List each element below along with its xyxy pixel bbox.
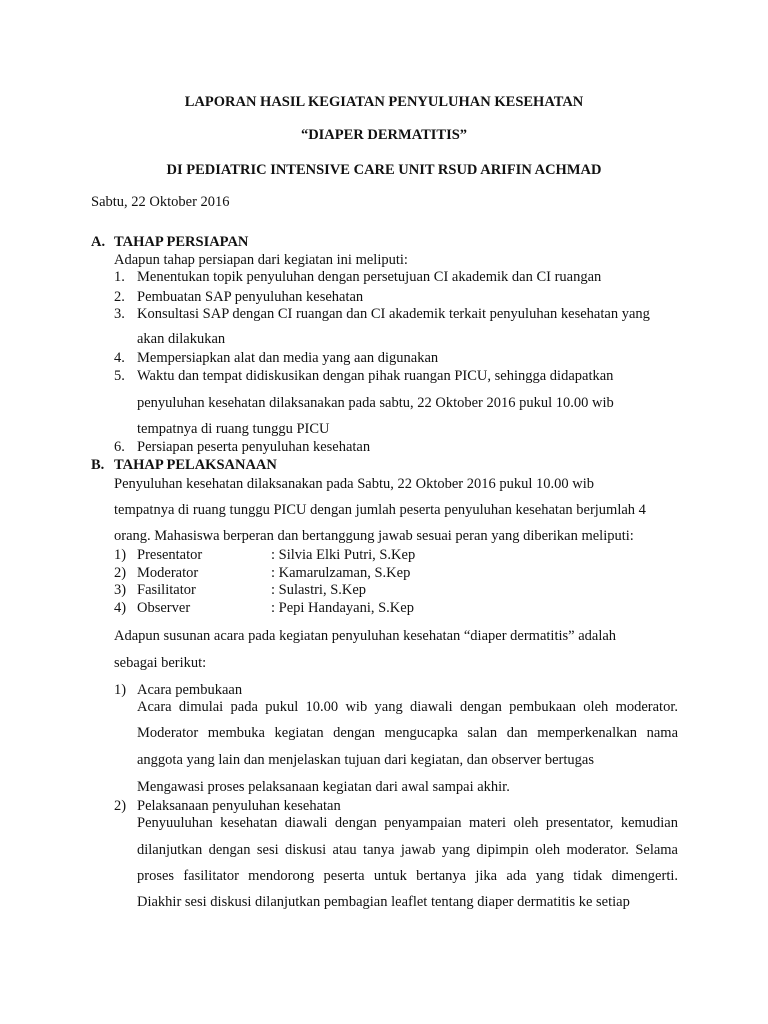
role-label: Presentator <box>137 547 203 563</box>
role-number: 1) <box>114 547 127 563</box>
role-number: 3) <box>114 582 127 598</box>
role-name: : Sulastri, S.Kep <box>271 582 367 598</box>
list-number: 5. <box>114 368 125 384</box>
section-b-heading: TAHAP PELAKSANAAN <box>114 457 277 473</box>
role-name: : Pepi Handayani, S.Kep <box>271 600 414 616</box>
role-name: : Kamarulzaman, S.Kep <box>271 565 411 581</box>
section-b-intro: tempatnya di ruang tunggu PICU dengan jumlah peserta penyuluhan kesehatan berjumlah 4 <box>114 502 646 518</box>
section-a-marker: A. <box>91 234 106 250</box>
role-label: Moderator <box>137 565 199 581</box>
list-item: Mempersiapkan alat dan media yang aan digunakan <box>137 350 439 366</box>
report-title: LAPORAN HASIL KEGIATAN PENYULUHAN KESEHATAN <box>184 94 584 110</box>
list-number: 1. <box>114 269 125 285</box>
list-item: Pembuatan SAP penyuluhan kesehatan <box>137 289 364 305</box>
list-item-continuation: penyuluhan kesehatan dilaksanakan pada sabtu, 22 Oktober 2016 pukul 10.00 wib <box>137 395 614 411</box>
agenda-text: proses fasilitator mendorong peserta untuk bertanya jika ada yang tidak dimengerti. <box>137 868 678 884</box>
report-location: DI PEDIATRIC INTENSIVE CARE UNIT RSUD ARIFIN ACHMAD <box>166 162 602 178</box>
list-item: Konsultasi SAP dengan CI ruangan dan CI akademik terkait penyuluhan kesehatan yang <box>137 306 650 322</box>
list-item: Waktu dan tempat didiskusikan dengan pihak ruangan PICU, sehingga didapatkan <box>137 368 614 384</box>
report-subtitle: “DIAPER DERMATITIS” <box>300 127 468 143</box>
agenda-text: Moderator membuka kegiatan dengan mengucapka salan dan memperkenalkan nama <box>137 725 678 741</box>
list-number: 2. <box>114 289 125 305</box>
agenda-text: anggota yang lain dan menjelaskan tujuan dari kegiatan, dan observer bertugas <box>137 752 594 768</box>
agenda-number: 1) <box>114 682 127 698</box>
list-number: 4. <box>114 350 125 366</box>
section-a-intro: Adapun tahap persiapan dari kegiatan ini meliputi: <box>114 252 408 268</box>
list-item: Menentukan topik penyuluhan dengan persetujuan CI akademik dan CI ruangan <box>137 269 602 285</box>
role-number: 2) <box>114 565 127 581</box>
agenda-text: Acara dimulai pada pukul 10.00 wib yang diawali dengan pembukaan oleh moderator. <box>137 699 678 715</box>
section-b-intro: Penyuluhan kesehatan dilaksanakan pada Sabtu, 22 Oktober 2016 pukul 10.00 wib <box>114 476 595 492</box>
agenda-intro: Adapun susunan acara pada kegiatan penyuluhan kesehatan “diaper dermatitis” adalah <box>114 628 617 644</box>
role-name: : Silvia Elki Putri, S.Kep <box>271 547 416 563</box>
list-item: Persiapan peserta penyuluhan kesehatan <box>137 439 371 455</box>
agenda-text: Mengawasi proses pelaksanaan kegiatan dari awal sampai akhir. <box>137 779 510 795</box>
report-date: Sabtu, 22 Oktober 2016 <box>91 194 230 210</box>
section-b-intro: orang. Mahasiswa berperan dan bertanggung jawab sesuai peran yang diberikan meliputi: <box>114 528 634 544</box>
agenda-title: Pelaksanaan penyuluhan kesehatan <box>137 798 341 814</box>
agenda-text: dilanjutkan dengan sesi diskusi atau tanya jawab yang dipimpin oleh moderator. Selama <box>137 842 678 858</box>
section-b-marker: B. <box>91 457 105 473</box>
role-number: 4) <box>114 600 127 616</box>
agenda-text: Diakhir sesi diskusi dilanjutkan pembagian leaflet tentang diaper dermatitis ke setiap <box>137 894 630 910</box>
role-label: Fasilitator <box>137 582 196 598</box>
agenda-intro: sebagai berikut: <box>114 655 207 671</box>
list-number: 6. <box>114 439 125 455</box>
agenda-title: Acara pembukaan <box>137 682 243 698</box>
list-number: 3. <box>114 306 125 322</box>
agenda-number: 2) <box>114 798 127 814</box>
agenda-text: Penyuuluhan kesehatan diawali dengan penyampaian materi oleh presentator, kemudian <box>137 815 678 831</box>
section-a-heading: TAHAP PERSIAPAN <box>114 234 249 250</box>
role-label: Observer <box>137 600 191 616</box>
list-item-continuation: akan dilakukan <box>137 331 226 347</box>
list-item-continuation: tempatnya di ruang tunggu PICU <box>137 421 330 437</box>
